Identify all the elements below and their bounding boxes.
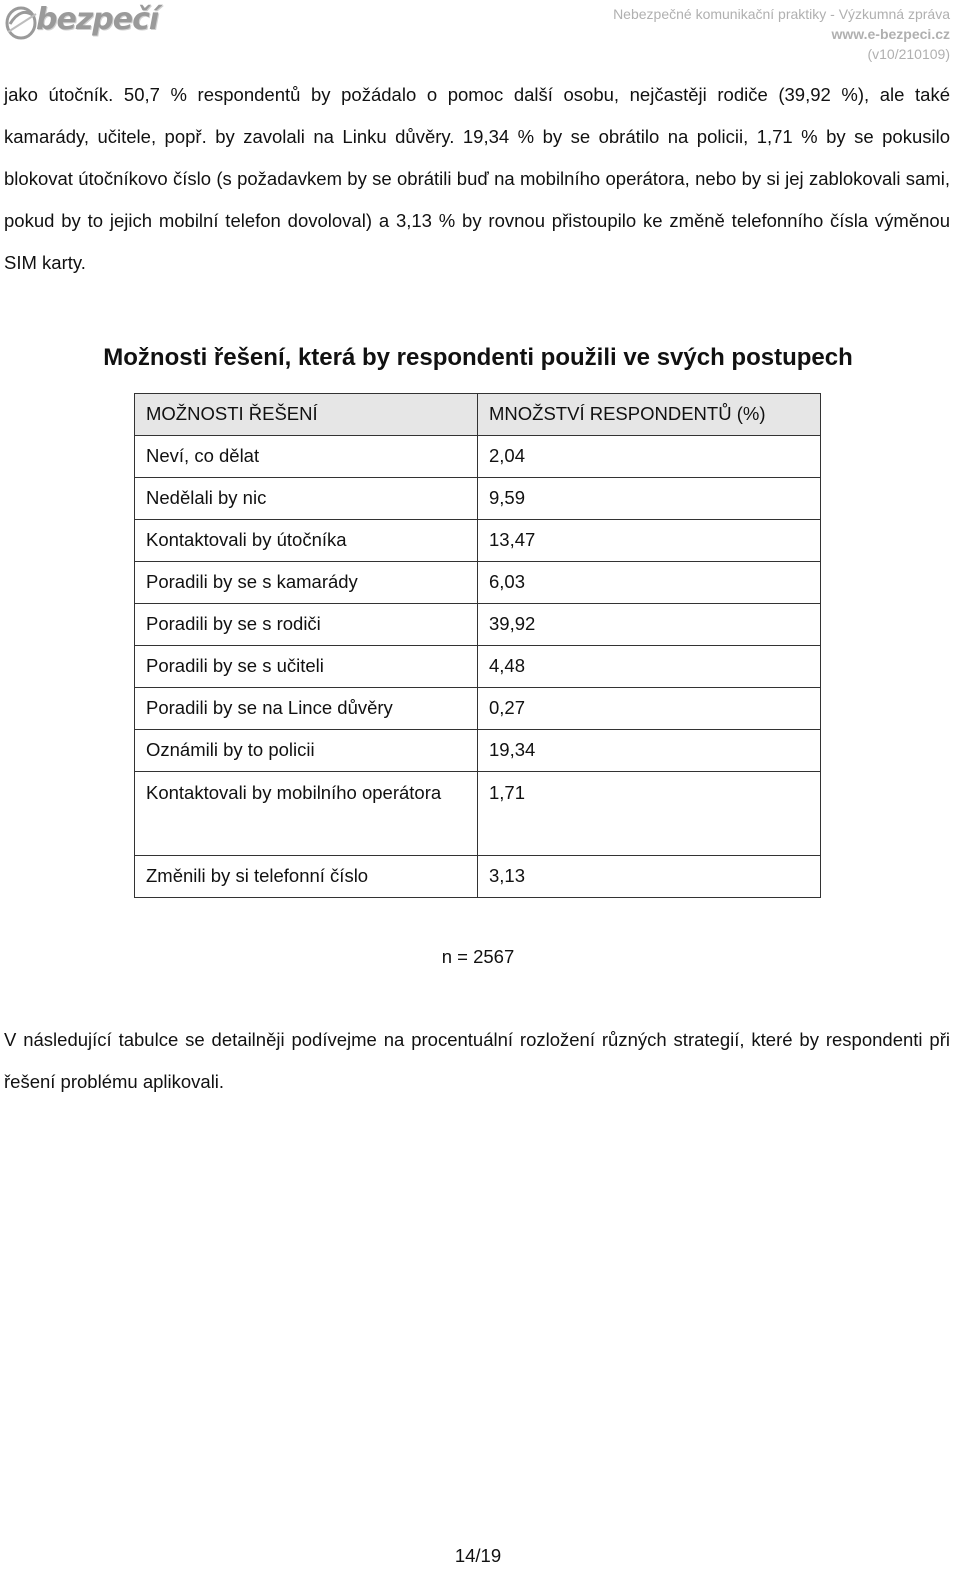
table-row	[135, 772, 821, 856]
table-row	[135, 688, 821, 730]
value-cell: 2,04	[478, 436, 821, 478]
results-table	[134, 393, 821, 898]
document-header	[613, 4, 950, 64]
value-cell: 13,47	[478, 520, 821, 562]
value-cell: 1,71	[478, 772, 821, 856]
website-link[interactable]: www.e-bezpeci.cz	[831, 26, 950, 42]
version-label: (v10/210109)	[867, 46, 950, 62]
closing-paragraph: V následující tabulce se detailněji podívejme na procentuální rozložení různých strategií, které by respondenti při řešení problému aplikovali.	[4, 1029, 950, 1092]
value-cell: 6,03	[478, 562, 821, 604]
logo	[4, 2, 159, 42]
intro-paragraph: jako útočník. 50,7 % respondentů by požádalo o pomoc další osobu, nejčastěji rodiče (39,92 %), ale také kamarády, učitele, popř. by zavolali na Linku důvěry. 19,34 % by se obrátilo na policii, 1,71 % by se pokusilo blokovat útočníkovo číslo (s požadavkem by se obrátili buď na mobilního operátora, nebo by si jej zablokovali sami, pokud by to jejich mobilní telefon dovoloval) a 3,13 % by rovnou přistoupilo ke změně telefonního čísla výměnou SIM karty.	[4, 84, 950, 273]
option-cell: Změnili by si telefonní číslo	[135, 856, 478, 898]
option-cell: Oznámili by to policii	[135, 730, 478, 772]
value-cell: 3,13	[478, 856, 821, 898]
option-cell: Poradili by se na Lince důvěry	[135, 688, 478, 730]
option-cell: Poradili by se s kamarády	[135, 562, 478, 604]
sample-size: n = 2567	[441, 946, 515, 967]
table-title: Možnosti řešení, která by respondenti použili ve svých postupech	[103, 344, 853, 371]
column-header-option: MOŽNOSTI ŘEŠENÍ	[135, 394, 478, 436]
value-cell: 9,59	[478, 478, 821, 520]
table-header-row	[135, 394, 821, 436]
column-header-percentage: MNOŽSTVÍ RESPONDENTŮ (%)	[478, 394, 821, 436]
table-row	[135, 856, 821, 898]
value-cell: 19,34	[478, 730, 821, 772]
value-cell: 39,92	[478, 604, 821, 646]
table-row	[135, 562, 821, 604]
option-cell: Nedělali by nic	[135, 478, 478, 520]
option-cell: Poradili by se s rodiči	[135, 604, 478, 646]
stylized-e-logo-icon	[4, 2, 40, 42]
table-row	[135, 646, 821, 688]
value-cell: 4,48	[478, 646, 821, 688]
value-cell: 0,27	[478, 688, 821, 730]
option-cell: Kontaktovali by útočníka	[135, 520, 478, 562]
option-cell: Poradili by se s učiteli	[135, 646, 478, 688]
table-row	[135, 520, 821, 562]
option-cell: Kontaktovali by mobilního operátora	[135, 772, 478, 856]
report-title: Nebezpečné komunikační praktiky - Výzkumná zpráva	[613, 6, 950, 22]
table-row	[135, 604, 821, 646]
logo-text: bezpečí	[36, 2, 159, 37]
table-row	[135, 478, 821, 520]
table-row	[135, 436, 821, 478]
page-number: 14/19	[454, 1545, 502, 1566]
option-cell: Neví, co dělat	[135, 436, 478, 478]
table-row	[135, 730, 821, 772]
